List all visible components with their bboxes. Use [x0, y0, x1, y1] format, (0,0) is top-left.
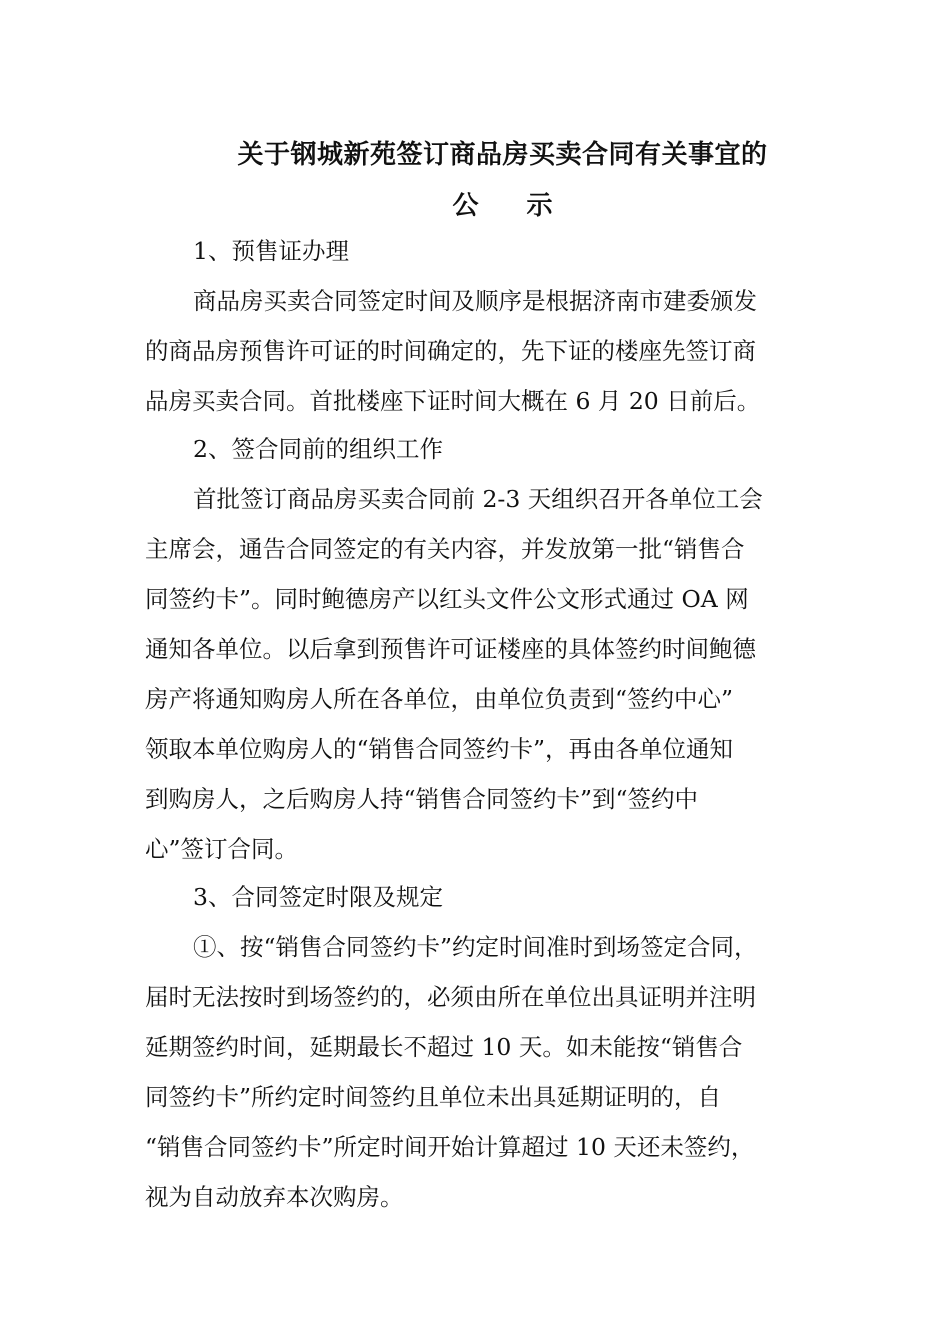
- section-heading-2: 2、签合同前的组织工作: [193, 435, 443, 463]
- paragraph-line: 同签约卡”所约定时间签约且单位未出具延期证明的，自: [145, 1083, 722, 1111]
- subtitle-char-2: 示: [526, 191, 553, 221]
- paragraph-line: ①、按“销售合同签约卡”约定时间准时到场签定合同，: [193, 933, 758, 961]
- subtitle-char-1: 公: [452, 191, 479, 221]
- paragraph-line: 通知各单位。以后拿到预售许可证楼座的具体签约时间鲍德: [145, 635, 756, 663]
- paragraph-line: 商品房买卖合同签定时间及顺序是根据济南市建委颁发: [193, 287, 757, 315]
- document-subtitle: [140, 185, 865, 222]
- section-heading-3: 3、合同签定时限及规定: [193, 883, 443, 911]
- paragraph-line: 首批签订商品房买卖合同前 2-3 天组织召开各单位工会: [193, 485, 763, 513]
- paragraph-line: 主席会，通告合同签定的有关内容，并发放第一批“销售合: [145, 535, 745, 563]
- paragraph-line: 延期签约时间，延期最长不超过 10 天。如未能按“销售合: [145, 1033, 743, 1061]
- section-body-2: [145, 474, 825, 874]
- paragraph-line: 视为自动放弃本次购房。: [145, 1183, 404, 1211]
- paragraph-line: 同签约卡”。同时鲍德房产以红头文件公文形式通过 OA 网: [145, 585, 749, 613]
- paragraph-line: 心”签订合同。: [145, 835, 299, 863]
- paragraph-line: “销售合同签约卡”所定时间开始计算超过 10 天还未签约，: [145, 1133, 755, 1161]
- section-body-1: [145, 276, 825, 426]
- paragraph-line: 届时无法按时到场签约的，必须由所在单位出具证明并注明: [145, 983, 756, 1011]
- section-heading-1: 1、预售证办理: [193, 237, 349, 265]
- document-title: 关于钢城新苑签订商品房买卖合同有关事宜的: [237, 140, 768, 170]
- paragraph-line: 品房买卖合同。首批楼座下证时间大概在 6 月 20 日前后。: [145, 387, 761, 415]
- paragraph-line: 领取本单位购房人的“销售合同签约卡”，再由各单位通知: [145, 735, 734, 763]
- section-body-3: [145, 922, 825, 1222]
- paragraph-line: 的商品房预售许可证的时间确定的，先下证的楼座先签订商: [145, 337, 756, 365]
- paragraph-line: 房产将通知购房人所在各单位，由单位负责到“签约中心”: [145, 685, 734, 713]
- paragraph-line: 到购房人，之后购房人持“销售合同签约卡”到“签约中: [145, 785, 699, 813]
